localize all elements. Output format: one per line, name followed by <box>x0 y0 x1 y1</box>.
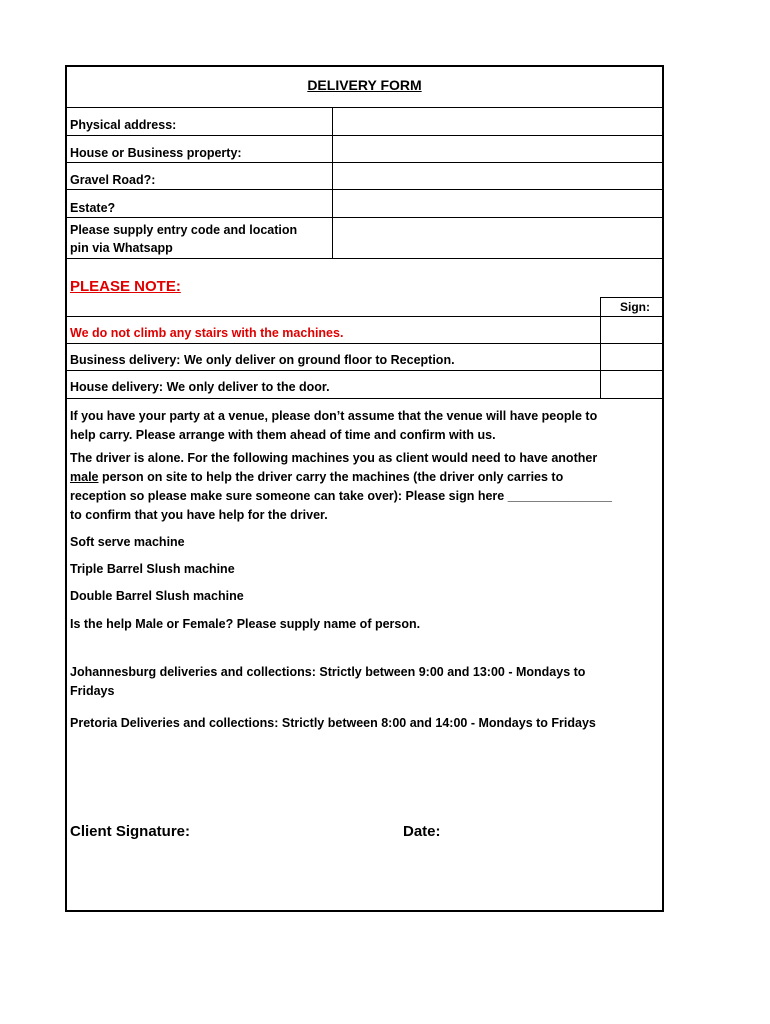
driver-text-line4: to confirm that you have help for the driver. <box>70 508 328 522</box>
gravel-road-input[interactable] <box>334 164 664 189</box>
physical-address-input[interactable] <box>334 109 664 134</box>
divider <box>67 135 664 136</box>
machine-double-barrel: Double Barrel Slush machine <box>70 589 244 603</box>
divider <box>67 162 664 163</box>
entry-code-input[interactable] <box>334 219 664 257</box>
note-business-delivery: Business delivery: We only deliver on ground floor to Reception. <box>70 353 455 367</box>
divider <box>67 343 664 344</box>
driver-text-line1: The driver is alone. For the following machines you as client would need to have another <box>70 451 598 465</box>
venue-text-line2: help carry. Please arrange with them ahead of time and confirm with us. <box>70 428 496 442</box>
form-title: DELIVERY FORM <box>307 77 422 93</box>
client-signature-field[interactable] <box>202 817 392 843</box>
field-label-entry-code-line2: pin via Whatsapp <box>70 241 173 255</box>
jhb-schedule-line1: Johannesburg deliveries and collections: Strictly between 9:00 and 13:00 - Mondays to <box>70 665 586 679</box>
divider <box>67 107 664 108</box>
date-label: Date: <box>403 823 441 840</box>
date-field[interactable] <box>452 817 652 843</box>
property-type-input[interactable] <box>334 137 664 162</box>
driver-text-line2-rest: person on site to help the driver carry the machines (the driver only carries to <box>98 470 564 484</box>
field-label-entry-code: Please supply entry code and location <box>70 223 298 237</box>
divider <box>67 189 664 190</box>
machine-triple-barrel: Triple Barrel Slush machine <box>70 562 235 576</box>
divider <box>67 217 664 218</box>
machine-soft-serve: Soft serve machine <box>70 535 185 549</box>
field-label-property-type: House or Business property: <box>70 146 242 160</box>
field-label-physical-address: Physical address: <box>70 118 177 132</box>
estate-input[interactable] <box>334 191 664 216</box>
male-emphasis: male <box>70 470 99 484</box>
delivery-form <box>65 65 664 912</box>
note-house-delivery: House delivery: We only deliver to the door. <box>70 380 330 394</box>
divider <box>67 370 664 371</box>
please-note-heading: PLEASE NOTE: <box>70 278 181 295</box>
divider <box>600 297 601 398</box>
divider <box>67 316 664 317</box>
divider <box>332 107 333 258</box>
sign-no-stairs-field[interactable] <box>602 318 664 343</box>
jhb-schedule-line2: Fridays <box>70 684 115 698</box>
pta-schedule: Pretoria Deliveries and collections: Strictly between 8:00 and 14:00 - Mondays to Fridays <box>70 716 596 730</box>
driver-text-line2 <box>70 468 563 487</box>
venue-text-line1: If you have your party at a venue, please don’t assume that the venue will have people to <box>70 409 598 423</box>
sign-header: Sign: <box>620 300 650 314</box>
client-signature-label: Client Signature: <box>70 823 191 840</box>
sign-business-delivery-field[interactable] <box>602 345 664 370</box>
note-no-stairs: We do not climb any stairs with the machines. <box>70 326 344 340</box>
driver-text-line3: reception so please make sure someone can take over): Please sign here _______________ <box>70 489 612 503</box>
sign-house-delivery-field[interactable] <box>602 372 664 397</box>
divider <box>67 258 664 259</box>
field-label-estate: Estate? <box>70 201 116 215</box>
divider <box>67 398 664 399</box>
help-question: Is the help Male or Female? Please supply name of person. <box>70 617 421 631</box>
field-label-gravel-road: Gravel Road?: <box>70 173 156 187</box>
